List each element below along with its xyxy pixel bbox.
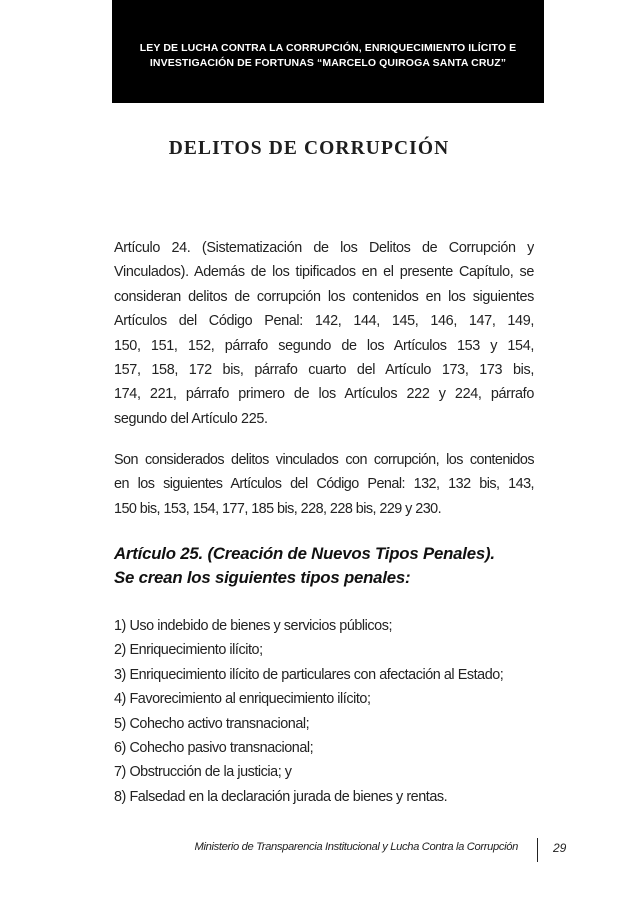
list-item: 4) Favorecimiento al enriquecimiento ilícito;: [114, 691, 371, 708]
list-item: 3) Enriquecimiento ilícito de particulares con afectación al Estado;: [114, 666, 504, 683]
text-line: consideran delitos de corrupción los contenidos en los siguientes: [114, 288, 534, 305]
heading-line: Se crean los siguientes tipos penales:: [114, 568, 411, 587]
article-25-heading: [114, 542, 544, 590]
header-line: INVESTIGACIÓN DE FORTUNAS “MARCELO QUIROGA SANTA CRUZ”: [149, 57, 507, 69]
article-24-paragraph: [114, 236, 534, 431]
footer-divider: [537, 838, 538, 862]
list-item: 7) Obstrucción de la justicia; y: [114, 764, 292, 781]
page-number: 29: [553, 841, 567, 855]
text-line: 174, 221, párrafo primero de los Artículos 222 y 224, párrafo: [114, 386, 534, 403]
text-line: Son considerados delitos vinculados con corrupción, los contenidos: [114, 452, 534, 468]
section-title: DELITOS DE CORRUPCIÓN: [168, 138, 450, 159]
text-line: en los siguientes Artículos del Código Penal: 132, 132 bis, 143,: [114, 476, 534, 493]
text-line: Vinculados). Además de los tipificados en el presente Capítulo, se: [114, 264, 534, 281]
list-item: 8) Falsedad en la declaración jurada de bienes y rentas.: [114, 788, 448, 805]
text-line: 150 bis, 153, 154, 177, 185 bis, 228, 228 bis, 229 y 230.: [114, 500, 442, 517]
text-line: segundo del Artículo 225.: [114, 410, 268, 427]
list-item: 2) Enriquecimiento ilícito;: [114, 642, 263, 659]
running-header: [112, 0, 544, 103]
article-24-related-paragraph: [114, 448, 534, 521]
list-item: 5) Cohecho activo transnacional;: [114, 715, 310, 732]
list-item: 6) Cohecho pasivo transnacional;: [114, 740, 314, 757]
heading-line: Artículo 25. (Creación de Nuevos Tipos Penales).: [114, 544, 495, 563]
header-line: LEY DE LUCHA CONTRA LA CORRUPCIÓN, ENRIQUECIMIENTO ILÍCITO E: [139, 42, 517, 54]
penal-types-list: [114, 614, 503, 809]
text-line: Artículos del Código Penal: 142, 144, 145, 146, 147, 149,: [114, 313, 534, 330]
page-footer: [0, 838, 618, 862]
list-item: 1) Uso indebido de bienes y servicios públicos;: [114, 618, 393, 634]
text-line: 157, 158, 172 bis, párrafo cuarto del Artículo 173, 173 bis,: [114, 362, 534, 379]
footer-ministry: Ministerio de Transparencia Institucional y Lucha Contra la Corrupción: [194, 841, 518, 853]
text-line: 150, 151, 152, párrafo segundo de los Artículos 153 y 154,: [114, 337, 534, 354]
text-line: Artículo 24. (Sistematización de los Delitos de Corrupción y: [114, 240, 534, 256]
